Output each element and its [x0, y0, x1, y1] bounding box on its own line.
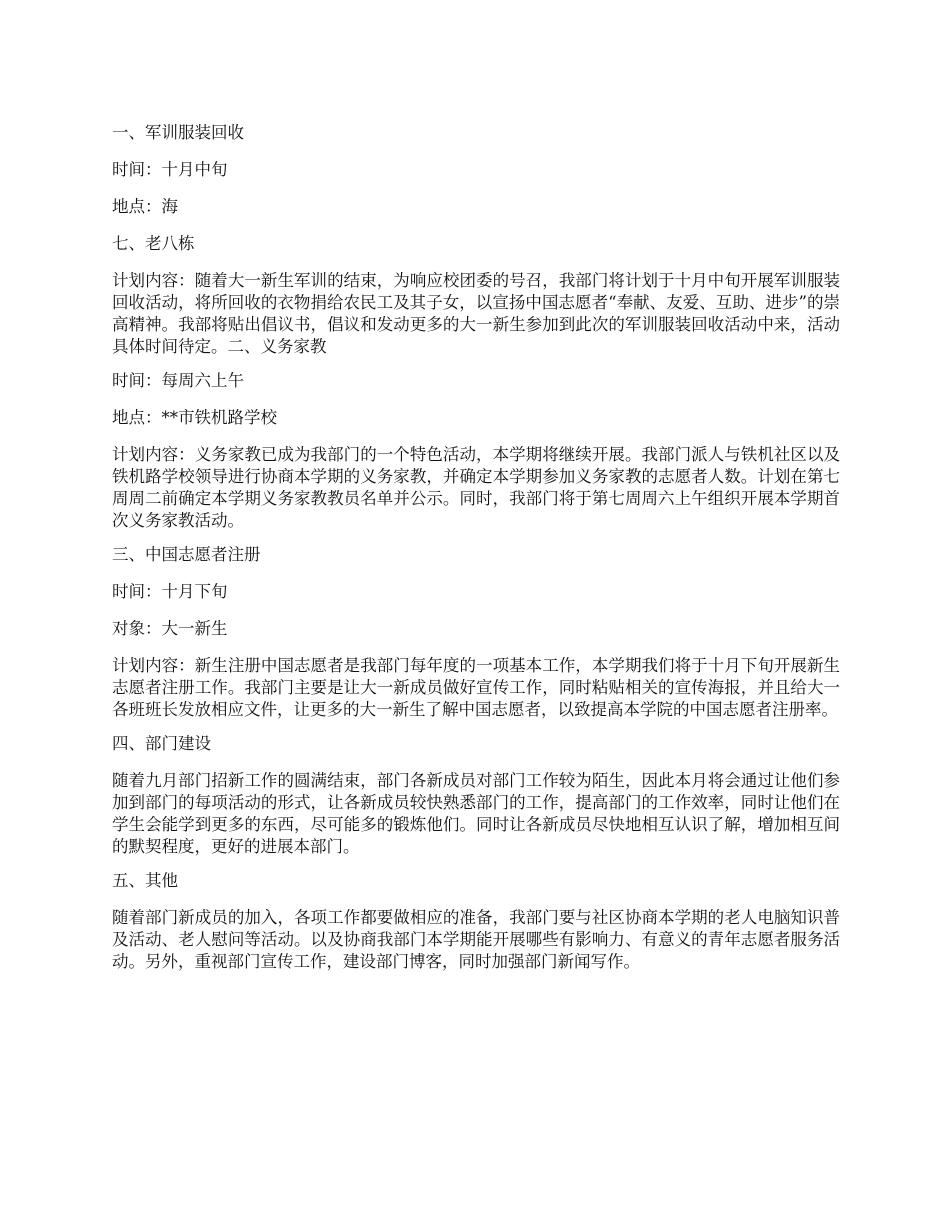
document-body: [112, 122, 840, 985]
section-heading-clothing-recycling: 一、军训服装回收: [112, 123, 244, 142]
location-line: 地点：**市铁机路学校: [112, 408, 277, 427]
section-heading-department-building: 四、部门建设: [112, 734, 211, 753]
time-line: 时间：十月中旬: [112, 160, 228, 179]
section-heading-volunteer-registration: 三、中国志愿者注册: [112, 545, 261, 564]
section-heading-other: 五、其他: [112, 871, 178, 890]
plan-content-paragraph: 计划内容：义务家教已成为我部门的一个特色活动，本学期将继续开展。我部门派人与铁机社区以及铁机路学校领导进行协商本学期的义务家教，并确定本学期参加义务家教的志愿者人数。计划在第七周周二前确定本学期义务家教教员名单并公示。同时，我部门将于第七周周六上午组织开展本学期首次义务家教活动。: [112, 445, 840, 530]
section-heading-old-building: 七、老八栋: [112, 234, 195, 253]
body-paragraph: 随着九月部门招新工作的圆满结束，部门各新成员对部门工作较为陌生，因此本月将会通过让他们参加到部门的每项活动的形式，让各新成员较快熟悉部门的工作，提高部门的工作效率，同时让他们在学生会能学到更多的东西，尽可能多的锻炼他们。同时让各新成员尽快地相互认识了解，增加相互间的默契程度，更好的进展本部门。: [112, 771, 840, 856]
plan-content-paragraph: 计划内容：随着大一新生军训的结束，为响应校团委的号召，我部门将计划于十月中旬开展军训服装回收活动，将所回收的衣物捐给农民工及其子女，以宣扬中国志愿者“奉献、友爱、互助、进步”的崇高精神。我部将贴出倡议书，倡议和发动更多的大一新生参加到此次的军训服装回收活动中来，活动具体时间待定。二、义务家教: [112, 271, 840, 356]
time-line: 时间：十月下旬: [112, 582, 228, 601]
location-line: 地点：海: [112, 197, 178, 216]
body-paragraph: 随着部门新成员的加入，各项工作都要做相应的准备，我部门要与社区协商本学期的老人电脑知识普及活动、老人慰问等活动。以及协商我部门本学期能开展哪些有影响力、有意义的青年志愿者服务活动。另外，重视部门宣传工作，建设部门博客，同时加强部门新闻写作。: [112, 908, 840, 971]
target-line: 对象：大一新生: [112, 619, 228, 638]
time-line: 时间：每周六上午: [112, 371, 244, 390]
plan-content-paragraph: 计划内容：新生注册中国志愿者是我部门每年度的一项基本工作，本学期我们将于十月下旬开展新生志愿者注册工作。我部门主要是让大一新成员做好宣传工作，同时粘贴相关的宣传海报，并且给大一各班班长发放相应文件，让更多的大一新生了解中国志愿者，以致提高本学院的中国志愿者注册率。: [112, 656, 840, 719]
